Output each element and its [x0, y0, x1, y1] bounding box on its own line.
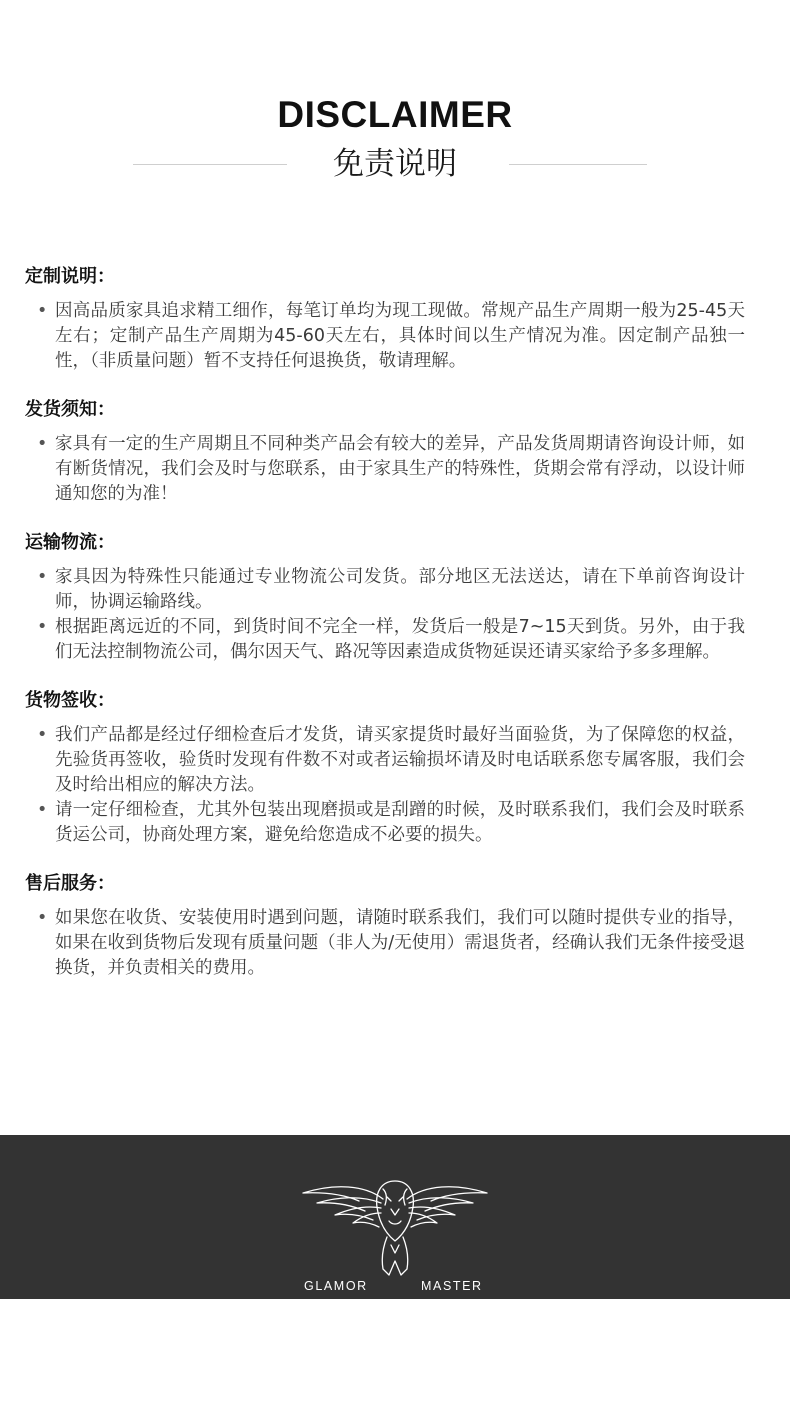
section-receipt — [25, 686, 745, 848]
bullet-icon: • — [37, 908, 48, 928]
section-list — [25, 906, 745, 981]
list-item — [25, 723, 745, 798]
list-item-text: 因高品质家具追求精工细作，每笔订单均为现工现做。常规产品生产周期一般为25-45天左右；定制产品生产周期为45-60天左右，具体时间以生产情况为准。因定制产品独一性，（非质量问题）暂不支持任何退换货，敬请理解。 — [55, 301, 745, 371]
brand-logo — [295, 1175, 495, 1293]
page-title-cn: 免责说明 — [333, 146, 457, 182]
brand-footer — [0, 1135, 790, 1299]
section-logistics — [25, 528, 745, 665]
section-list — [25, 432, 745, 507]
bullet-icon: • — [37, 434, 48, 454]
bullet-icon: • — [37, 567, 48, 587]
section-custom — [25, 262, 745, 374]
page-header — [0, 92, 790, 186]
brand-name-right: MASTER — [421, 1279, 483, 1293]
section-after-sales — [25, 869, 745, 981]
list-item — [25, 615, 745, 665]
bullet-icon: • — [37, 617, 48, 637]
page-title-en: DISCLAIMER — [277, 94, 513, 135]
list-item — [25, 798, 745, 848]
subtitle-row — [0, 142, 790, 186]
disclaimer-content — [25, 262, 745, 1002]
bullet-icon: • — [37, 301, 48, 321]
brand-name-left: GLAMOR — [304, 1279, 368, 1293]
section-list — [25, 299, 745, 374]
section-list — [25, 723, 745, 848]
list-item — [25, 906, 745, 981]
section-title: 运输物流： — [25, 532, 115, 553]
section-title: 发货须知： — [25, 399, 115, 420]
list-item-text: 如果您在收货、安装使用时遇到问题，请随时联系我们，我们可以随时提供专业的指导，如果在收到货物后发现有质量问题（非人为/无使用）需退货者，经确认我们无条件接受退换货，并负责相关的费用。 — [55, 908, 745, 978]
list-item — [25, 432, 745, 507]
list-item-text: 根据距离远近的不同，到货时间不完全一样，发货后一般是7~15天到货。另外，由于我们无法控制物流公司，偶尔因天气、路况等因素造成货物延误还请买家给予多多理解。 — [55, 617, 745, 662]
bullet-icon: • — [37, 800, 48, 820]
list-item-text: 我们产品都是经过仔细检查后才发货，请买家提货时最好当面验货，为了保障您的权益，先验货再签收，验货时发现有件数不对或者运输损坏请及时电话联系您专属客服，我们会及时给出相应的解决方法。 — [55, 725, 745, 795]
list-item — [25, 565, 745, 615]
divider-right — [509, 164, 647, 165]
list-item-text: 家具因为特殊性只能通过专业物流公司发货。部分地区无法送达，请在下单前咨询设计师，协调运输路线。 — [55, 567, 745, 612]
list-item-text: 家具有一定的生产周期且不同种类产品会有较大的差异，产品发货周期请咨询设计师，如有断货情况，我们会及时与您联系，由于家具生产的特殊性，货期会常有浮动，以设计师通知您的为准！ — [55, 434, 745, 504]
section-title: 货物签收： — [25, 690, 115, 711]
list-item — [25, 299, 745, 374]
bullet-icon: • — [37, 725, 48, 745]
section-title: 定制说明： — [25, 266, 115, 287]
list-item-text: 请一定仔细检查，尤其外包装出现磨损或是刮蹭的时候，及时联系我们，我们会及时联系货运公司，协商处理方案，避免给您造成不必要的损失。 — [55, 800, 745, 845]
winged-lion-icon — [295, 1175, 495, 1295]
section-title: 售后服务： — [25, 873, 115, 894]
section-shipping-notice — [25, 395, 745, 507]
section-list — [25, 565, 745, 665]
